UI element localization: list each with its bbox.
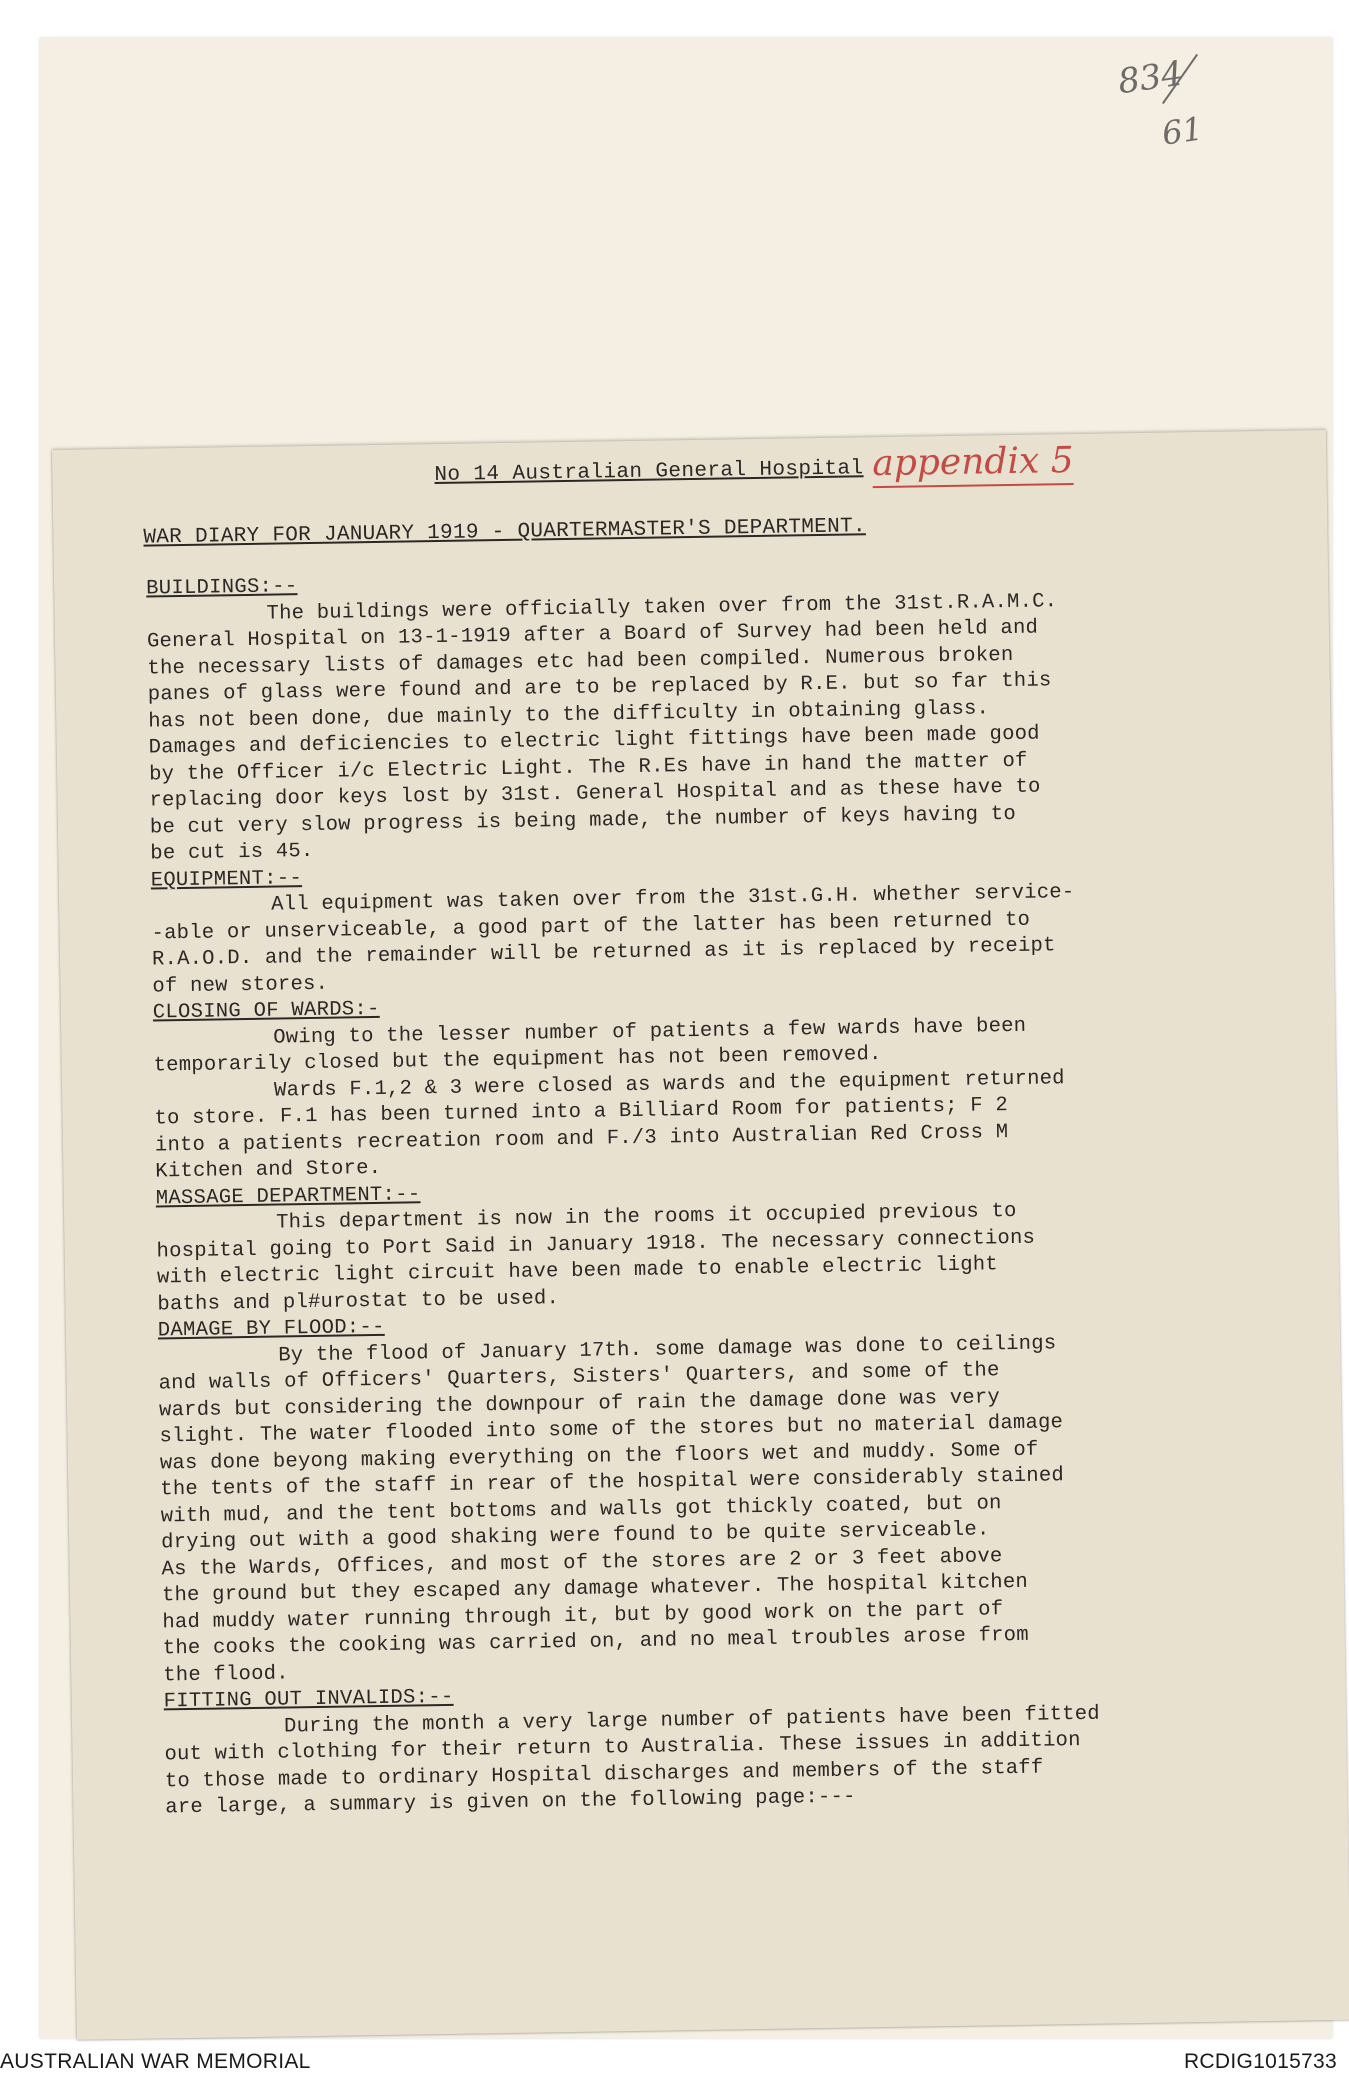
text-line: are large, a summary is given on the following page:--- (165, 1785, 856, 1820)
text-line: with mud, and the tent bottoms and walls got thickly coated, but on (160, 1491, 1002, 1528)
document-subtitle: WAR DIARY FOR JANUARY 1919 - QUARTERMASTER'S DEPARTMENT. (143, 515, 867, 550)
text-line: be cut is 45. (150, 839, 314, 866)
text-line: the necessary lists of damages etc had been compiled. Numerous broken (147, 643, 1014, 681)
text-line: to those made to ordinary Hospital discharges and members of the staff (164, 1756, 1044, 1793)
text-line: R.A.O.D. and the remainder will be returned as it is replaced by receipt (151, 934, 1056, 972)
section-heading-buildings: BUILDINGS:-- (146, 575, 298, 601)
text-line: by the Officer i/c Electric Light. The R.Es have in hand the matter of (148, 749, 1028, 787)
text-line: was done beyong making everything on the floors wet and muddy. Some of (159, 1438, 1039, 1475)
text-line: out with clothing for their return to Australia. These issues in addition (164, 1729, 1081, 1767)
section-heading-massage-department: MASSAGE DEPARTMENT:-- (155, 1182, 421, 1210)
text-line: had muddy water running through it, but by good work on the part of (162, 1597, 1004, 1634)
text-line: During the month a very large number of patients have been fitted (283, 1702, 1101, 1739)
section-heading-fitting-out-invalids: FITTING OUT INVALIDS:-- (163, 1685, 454, 1714)
text-line: Owing to the lesser number of patients a few wards have been (273, 1014, 1027, 1050)
folio-number-bottom: 61 (1159, 109, 1206, 153)
text-line: replacing door keys lost by 31st. General Hospital and as these have to (149, 775, 1041, 813)
typed-page (52, 430, 1349, 2040)
text-line: with electric light circuit have been made to enable electric light (156, 1253, 999, 1290)
text-line: General Hospital on 13-1-1919 after a Board of Survey had been held and (146, 616, 1039, 654)
text-line: the flood. (163, 1661, 289, 1687)
text-line: wards but considering the downpour of rain the damage done was very (158, 1385, 1001, 1422)
text-line: the tents of the staff in rear of the hospital were considerably stained (160, 1464, 1065, 1502)
handwritten-appendix-note: appendix 5 (872, 440, 1074, 488)
text-line: Wards F.1,2 & 3 were closed as wards and the equipment returned (273, 1066, 1065, 1103)
text-line: All equipment was taken over from the 31st.G.H. whether service- (270, 880, 1075, 917)
text-line: Damages and deficiencies to electric light fittings have been made good (148, 722, 1040, 760)
text-line: Kitchen and Store. (155, 1156, 382, 1184)
text-line: -able or unserviceable, a good part of the latter has been returned to (151, 908, 1031, 945)
text-line: of new stores. (152, 972, 329, 998)
text-line: the cooks the cooking was carried on, and no meal troubles arose from (162, 1623, 1030, 1661)
footer-archive-name: AUSTRALIAN WAR MEMORIAL (0, 2050, 311, 2073)
text-line: into a patients recreation room and F./3 into Australian Red Cross M (154, 1120, 1009, 1157)
section-heading-damage-by-flood: DAMAGE BY FLOOD:-- (157, 1315, 385, 1343)
text-line: to store. F.1 has been turned into a Billiard Room for patients; F 2 (154, 1094, 1009, 1131)
typed-content (122, 439, 1302, 1820)
text-line: This department is now in the rooms it occupied previous to (275, 1199, 1017, 1235)
section-heading-equipment: EQUIPMENT:-- (150, 866, 303, 893)
text-line: the ground but they escaped any damage whatever. The hospital kitchen (161, 1570, 1029, 1608)
text-line: drying out with a good shaking were found to be quite serviceable. (160, 1518, 990, 1555)
document-body (146, 558, 1315, 1821)
text-line: As the Wards, Offices, and most of the stores are 2 or 3 feet above (161, 1544, 1003, 1581)
text-line: temporarily closed but the equipment has not been removed. (153, 1043, 882, 1078)
text-line: By the flood of January 17th. some damage was done to ceilings (278, 1331, 1057, 1368)
section-heading-closing-of-wards: CLOSING OF WARDS:- (152, 997, 380, 1025)
text-line: panes of glass were found and are to be replaced by R.E. but so far this (147, 669, 1052, 707)
text-line: and walls of Officers' Quarters, Sisters' Quarters, and some of the (158, 1359, 1000, 1396)
text-line: The buildings were officially taken over from the 31st.R.A.M.C. (266, 589, 1058, 626)
document-title: No 14 Australian General Hospital (434, 457, 864, 487)
text-line: be cut very slow progress is being made, the number of keys having to (149, 802, 1017, 840)
folio-number-top: 834 (1115, 53, 1186, 103)
folio-number (1115, 53, 1218, 158)
text-line: has not been done, due mainly to the difficulty in obtaining glass. (148, 696, 990, 734)
text-line: slight. The water flooded into some of the stores but no material damage (159, 1411, 1064, 1449)
footer-record-id: RCDIG1015733 (1183, 2050, 1337, 2073)
text-line: hospital going to Port Said in January 1918. The necessary connections (156, 1226, 1036, 1263)
text-line: baths and pl#urostat to be used. (157, 1286, 560, 1316)
